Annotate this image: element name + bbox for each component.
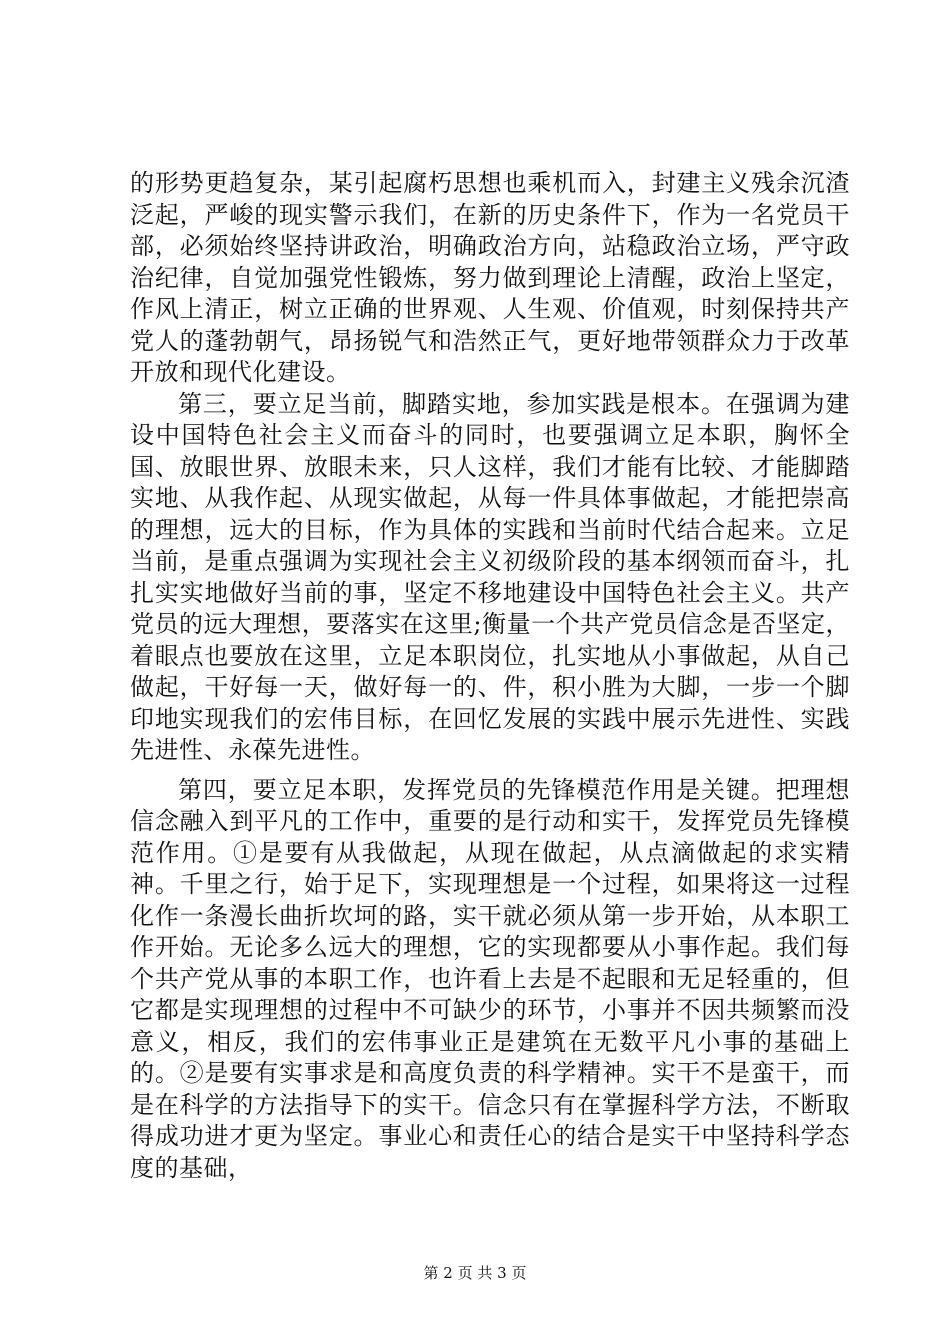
document-body <box>130 168 850 1184</box>
body-paragraph-1: 的形势更趋复杂，某引起腐朽思想也乘机而入，封建主义残余沉渣泛起，严峻的现实警示我们，在新的历史条件下，作为一名党员干部，必须始终坚持讲政治，明确政治方向，站稳政治立场，严守政治纪律，自觉加强党性锻炼，努力做到理论上清醒，政治上坚定，作风上清正，树立正确的世界观、人生观、价值观，时刻保持共产党人的蓬勃朝气，昂扬锐气和浩然正气，更好地带领群众力于改革开放和现代化建设。 <box>130 169 850 386</box>
body-paragraph-3: 第四，要立足本职，发挥党员的先锋模范作用是关键。把理想信念融入到平凡的工作中，重要的是行动和实干，发挥党员先锋模范作用。①是要有从我做起，从现在做起，从点滴做起的求实精神。千里之行，始于足下，实现理想是一个过程，如果将这一过程化作一条漫长曲折坎坷的路，实干就必须从第一步开始，从本职工作开始。无论多么远大的理想，它的实现都要从小事作起。我们每个共产党从事的本职工作，也许看上去是不起眼和无足轻重的，但它都是实现理想的过程中不可缺少的环节，小事并不因共频繁而没意义，相反，我们的宏伟事业正是建筑在无数平凡小事的基础上的。②是要有实事求是和高度负责的科学精神。实干不是蛮干，而是在科学的方法指导下的实干。信念只有在掌握科学方法，不断取得成功进才更为坚定。事业心和责任心的结合是实干中坚持科学态度的基础， <box>130 775 850 1182</box>
body-paragraph-2: 第三，要立足当前，脚踏实地，参加实践是根本。在强调为建设中国特色社会主义而奋斗的同时，也要强调立足本职，胸怀全国、放眼世界、放眼未来，只人这样，我们才能有比较、才能脚踏实地、从我作起、从现实做起，从每一件具体事做起，才能把崇高的理想，远大的目标，作为具体的实践和当前时代结合起来。立足当前，是重点强调为实现社会主义初级阶段的基本纲领而奋斗，扎扎实实地做好当前的事，坚定不移地建设中国特色社会主义。共产党员的远大理想，要落实在这里;衡量一个共产党员信念是否坚定，着眼点也要放在这里，立足本职岗位，扎实地从小事做起，从自己做起，干好每一天，做好每一的、件，积小胜为大脚，一步一个脚印地实现我们的宏伟目标，在回忆发展的实践中展示先进性、实践先进性、永葆先进性。 <box>130 389 850 764</box>
page-number-footer: 第 2 页 共 3 页 <box>423 1264 527 1282</box>
